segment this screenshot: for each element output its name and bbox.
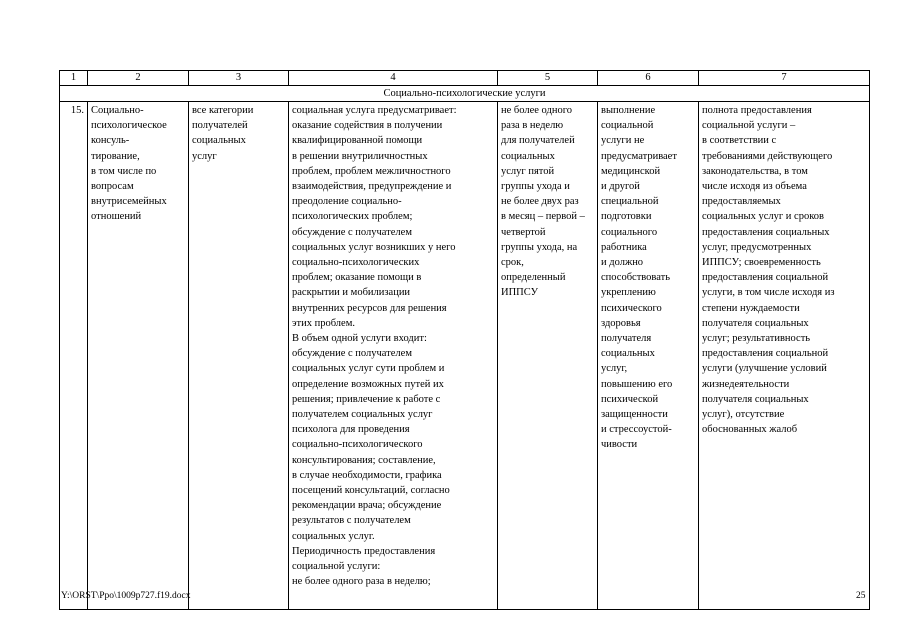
cell-line: повышению его bbox=[601, 378, 673, 390]
cell-line: способствовать bbox=[601, 272, 671, 284]
cell-line: укреплению bbox=[601, 287, 656, 299]
column-number: 2 bbox=[88, 71, 189, 86]
cell-line: получателя социальных bbox=[702, 317, 809, 329]
cell-line: все категории bbox=[192, 105, 254, 116]
cell-line: рекомендации врача; обсуждение bbox=[292, 500, 442, 512]
cell-line: специальной bbox=[601, 196, 659, 208]
cell-line: определение возможных путей их bbox=[292, 378, 444, 390]
cell-line: медицинской bbox=[601, 165, 661, 177]
cell-line: услуг пятой bbox=[501, 165, 555, 177]
recipients-cell bbox=[189, 102, 289, 610]
cell-line: услуг, предусмотренных bbox=[702, 241, 812, 253]
cell-line: получателя bbox=[601, 333, 652, 345]
cell-line: обсуждение с получателем bbox=[292, 226, 412, 238]
cell-line: социального bbox=[601, 226, 658, 238]
cell-line: социальной услуги – bbox=[702, 120, 796, 132]
cell-line: предусматривает bbox=[601, 150, 677, 162]
section-row bbox=[60, 86, 870, 102]
cell-line: предоставления социальной bbox=[702, 348, 829, 360]
quality-indicators-cell bbox=[699, 102, 870, 610]
cell-line: социальных услуг возникших у него bbox=[292, 241, 456, 253]
cell-line: Периодичность предоставления bbox=[292, 545, 436, 557]
cell-line: числе исходя из объема bbox=[702, 181, 807, 193]
services-table bbox=[59, 70, 870, 610]
cell-line: В объем одной услуги входит: bbox=[292, 333, 427, 345]
table-row bbox=[60, 102, 870, 610]
column-number: 7 bbox=[699, 71, 870, 86]
cell-line: Социально- bbox=[91, 105, 144, 116]
cell-line: внутренних ресурсов для решения bbox=[292, 302, 447, 314]
cell-line: срок, bbox=[501, 257, 524, 269]
cell-line: ИППСУ bbox=[501, 287, 539, 299]
cell-line: отношений bbox=[91, 211, 142, 223]
cell-line: услуги не bbox=[601, 135, 645, 147]
cell-line: этих проблем. bbox=[292, 317, 355, 329]
cell-line: услуги, в том числе исходя из bbox=[702, 287, 835, 299]
cell-line: консультирования; составление, bbox=[292, 454, 436, 466]
cell-line: решения; привлечение к работе с bbox=[292, 393, 441, 405]
cell-line: получателя социальных bbox=[702, 393, 809, 405]
cell-line: ИППСУ; своевременность bbox=[702, 257, 821, 269]
cell-line: подготовки bbox=[601, 211, 652, 223]
cell-line: в решении внутриличностных bbox=[292, 150, 428, 162]
service-frequency-cell bbox=[498, 102, 598, 610]
service-name-cell bbox=[88, 102, 189, 610]
column-number: 4 bbox=[289, 71, 498, 86]
cell-line: социальных услуг сути проблем и bbox=[292, 363, 445, 375]
cell-line: в соответствии с bbox=[702, 135, 777, 147]
cell-line: в месяц – первой – bbox=[501, 211, 585, 223]
cell-line: услуг; результативность bbox=[702, 333, 811, 345]
cell-line: психологических проблем; bbox=[292, 211, 413, 223]
cell-line: тирование, bbox=[91, 150, 140, 162]
cell-line: раза в неделю bbox=[501, 120, 564, 132]
cell-line: услуги (улучшение условий bbox=[702, 363, 827, 375]
section-title: Социально-психологические услуги bbox=[60, 86, 870, 102]
cell-line: вопросам bbox=[91, 181, 134, 193]
cell-line: квалифицированной помощи bbox=[292, 135, 423, 147]
cell-line: социальных bbox=[501, 150, 555, 162]
cell-line: социально-психологического bbox=[292, 439, 423, 451]
cell-line: и стрессоустой- bbox=[601, 424, 672, 436]
column-number: 3 bbox=[189, 71, 289, 86]
cell-line: психолога для проведения bbox=[292, 424, 410, 436]
cell-line: защищенности bbox=[601, 409, 668, 421]
cell-line: услуг, bbox=[601, 363, 628, 375]
cell-line: проблем, проблем межличностного bbox=[292, 165, 451, 177]
cell-line: услуг bbox=[192, 150, 217, 162]
cell-line: консуль- bbox=[91, 135, 130, 147]
cell-line: предоставляемых bbox=[702, 196, 781, 208]
cell-line: раскрытии и мобилизации bbox=[292, 287, 411, 299]
cell-line: социальных bbox=[192, 135, 246, 147]
service-description-cell bbox=[289, 102, 498, 610]
cell-line: получателей bbox=[192, 120, 248, 132]
cell-line: психологическое bbox=[91, 120, 167, 132]
cell-line: оказание содействия в получении bbox=[292, 120, 443, 132]
cell-line: получателем социальных услуг bbox=[292, 409, 433, 421]
cell-line: услуг), отсутствие bbox=[702, 409, 785, 421]
cell-line: для получателей bbox=[501, 135, 575, 147]
cell-line: четвертой bbox=[501, 226, 546, 238]
cell-line: работника bbox=[601, 241, 647, 253]
cell-line: социальной услуги: bbox=[292, 561, 381, 573]
row-number: 15. bbox=[60, 102, 88, 610]
cell-line: предоставления социальных bbox=[702, 226, 830, 238]
cell-line: социальной bbox=[601, 120, 654, 132]
column-number: 1 bbox=[60, 71, 88, 86]
cell-line: социальных bbox=[601, 348, 655, 360]
cell-line: степени нуждаемости bbox=[702, 302, 800, 314]
cell-line: здоровья bbox=[601, 317, 641, 329]
cell-line: проблем; оказание помощи в bbox=[292, 272, 422, 284]
page-number: 25 bbox=[856, 591, 866, 601]
cell-line: не более одного bbox=[501, 105, 572, 116]
cell-line: чивости bbox=[601, 439, 638, 451]
cell-line: внутрисемейных bbox=[91, 196, 167, 208]
cell-line: в случае необходимости, графика bbox=[292, 469, 442, 481]
cell-line: жизнедеятельности bbox=[702, 378, 790, 390]
cell-line: группы ухода и bbox=[501, 181, 570, 193]
cell-line: не более одного раза в неделю; bbox=[292, 576, 431, 588]
cell-line: психической bbox=[601, 393, 659, 405]
cell-line: определенный bbox=[501, 272, 566, 284]
cell-line: и должно bbox=[601, 257, 644, 269]
cell-line: в том числе по bbox=[91, 165, 157, 177]
cell-line: законодательства, в том bbox=[702, 165, 808, 177]
cell-line: социальных услуг и сроков bbox=[702, 211, 824, 223]
cell-line: обоснованных жалоб bbox=[702, 424, 798, 436]
service-conditions-cell bbox=[598, 102, 699, 610]
cell-line: социально-психологических bbox=[292, 257, 420, 269]
cell-line: взаимодействия, предупреждение и bbox=[292, 181, 452, 193]
column-number: 6 bbox=[598, 71, 699, 86]
cell-line: и другой bbox=[601, 181, 640, 193]
column-number-row bbox=[60, 71, 870, 86]
cell-line: социальная услуга предусматривает: bbox=[292, 105, 457, 116]
cell-line: предоставления социальной bbox=[702, 272, 829, 284]
cell-line: полнота предоставления bbox=[702, 105, 812, 116]
column-number: 5 bbox=[498, 71, 598, 86]
cell-line: результатов с получателем bbox=[292, 515, 411, 527]
cell-line: психического bbox=[601, 302, 662, 314]
cell-line: не более двух раз bbox=[501, 196, 579, 208]
cell-line: преодоление социально- bbox=[292, 196, 402, 208]
cell-line: требованиями действующего bbox=[702, 150, 833, 162]
cell-line: обсуждение с получателем bbox=[292, 348, 412, 360]
footer-file-path: Y:\ORST\Ppo\1009p727.f19.docx bbox=[61, 591, 191, 601]
cell-line: выполнение bbox=[601, 105, 656, 116]
cell-line: группы ухода, на bbox=[501, 241, 578, 253]
cell-line: посещений консультаций, согласно bbox=[292, 485, 450, 497]
cell-line: социальных услуг. bbox=[292, 530, 375, 542]
